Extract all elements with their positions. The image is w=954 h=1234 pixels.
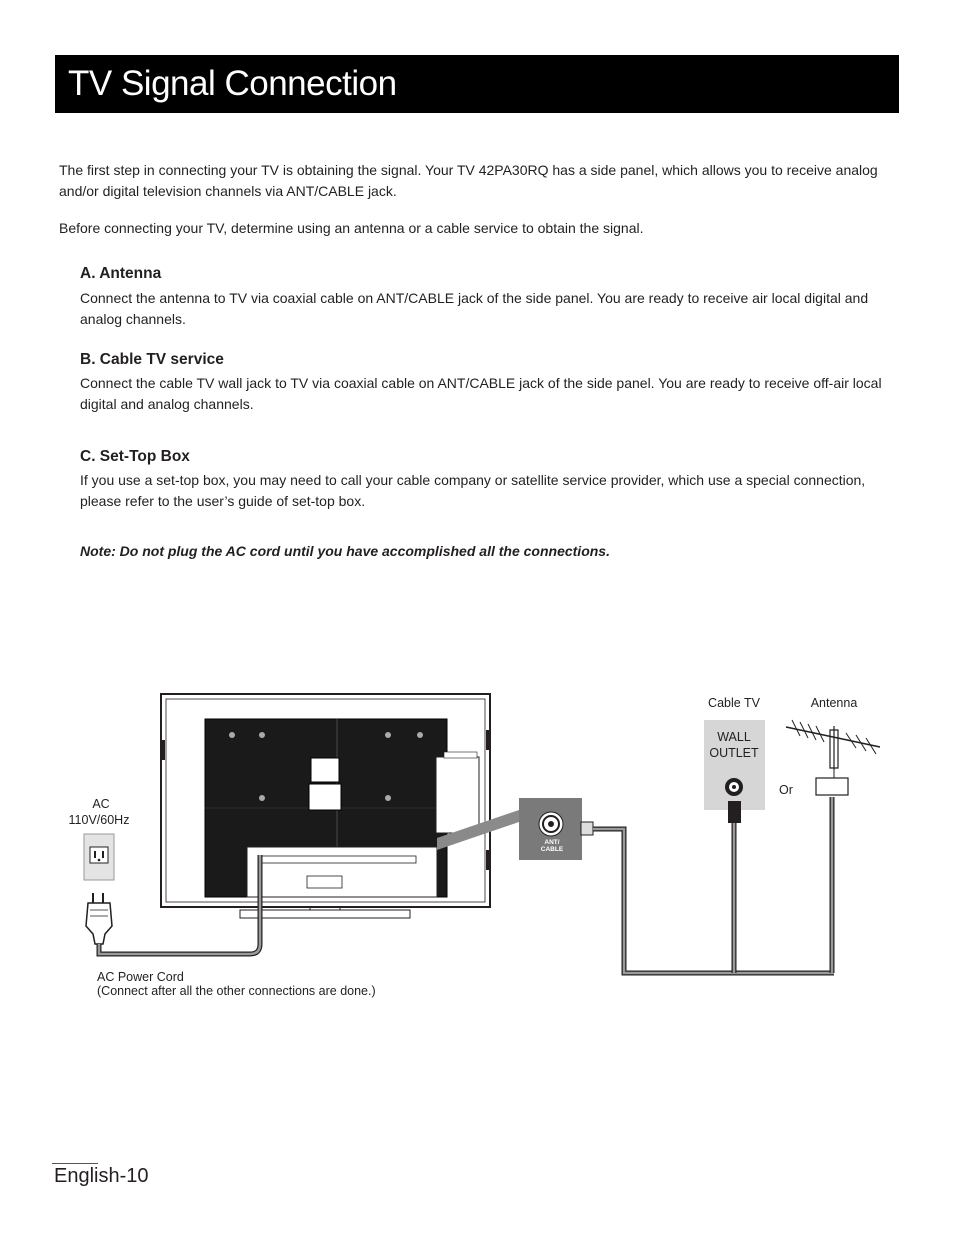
ac-voltage-label: 110V/60Hz [68, 813, 130, 827]
coaxial-cable [581, 797, 834, 973]
power-plug-icon [86, 893, 112, 944]
section-settop-body: If you use a set-top box, you may need to call your cable company or satellite service provider, which use a special connection, please refer to the user’s guide of set-top box. [80, 472, 866, 509]
antenna-label: Antenna [810, 696, 858, 710]
tv-back-panel [161, 694, 490, 918]
wall-outlet-label-1: WALL [717, 730, 751, 744]
wall-outlet [704, 696, 765, 823]
wall-outlet-label-2: OUTLET [709, 746, 759, 760]
page-number: English-10 [54, 1165, 149, 1187]
section-settop-heading: C. Set-Top Box [80, 448, 190, 465]
antenna-icon [779, 696, 880, 797]
ac-outlet-icon [69, 797, 130, 880]
section-cable-heading: B. Cable TV service [80, 351, 224, 368]
connection-diagram [0, 600, 954, 1030]
intro-paragraph-2: Before connecting your TV, determine using an antenna or a cable service to obtain the signal. [59, 220, 644, 236]
note-text: Note: Do not plug the AC cord until you have accomplished all the connections. [80, 543, 610, 559]
section-antenna-heading: A. Antenna [80, 265, 162, 282]
cable-tv-label: Cable TV [708, 696, 760, 710]
section-cable-body: Connect the cable TV wall jack to TV via coaxial cable on ANT/CABLE jack of the side panel. You are ready to receive off-air local digital and analog channels. [80, 375, 882, 412]
footer-rule [52, 1163, 98, 1164]
power-cord-label: AC Power Cord [97, 970, 184, 984]
page-title: TV Signal Connection [68, 64, 397, 103]
or-label: Or [779, 783, 793, 797]
section-antenna-body: Connect the antenna to TV via coaxial cable on ANT/CABLE jack of the side panel. You are ready to receive air local digital and analog channels. [80, 290, 869, 327]
jack-label-line1: ANT/ [544, 839, 560, 846]
ac-label: AC [92, 797, 110, 811]
title-bar [55, 55, 899, 113]
power-cord-note: (Connect after all the other connections are done.) [97, 984, 376, 998]
jack-label-line2: CABLE [540, 846, 564, 853]
intro-paragraph-1: The first step in connecting your TV is obtaining the signal. Your TV 42PA30RQ has a side panel, which allows you to receive analog and/or digital television channels via ANT/CABLE jack. [59, 162, 878, 199]
